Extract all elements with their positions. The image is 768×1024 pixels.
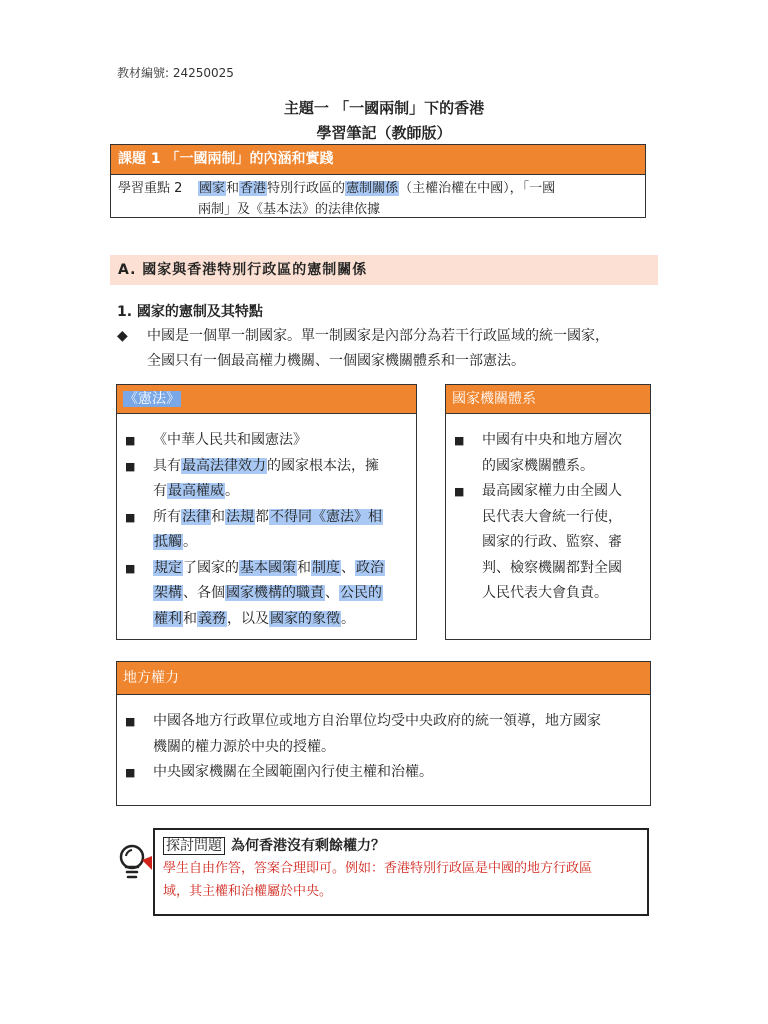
answer-line1: 學生自由作答，答案合理即可。例如：香港特別行政區是中國的地方行政區 <box>163 861 593 876</box>
intro-line1: 中國是一個單一制國家。單一制國家是內部分為若干行政區域的統一國家， <box>147 328 609 344</box>
item-text: 中國各地方行政單位或地方自治單位均受中央政府的統一領導，地方國家 <box>153 713 601 729</box>
focus-highlight: 國家 <box>199 181 226 196</box>
list-item <box>446 428 644 479</box>
intro-line2: 全國只有一個最高權力機關、一個國家機關體系和一部憲法。 <box>147 353 525 369</box>
material-code: 教材編號: 24250025 <box>117 66 234 80</box>
local-power-heading: 地方權力 <box>117 662 650 695</box>
square-bullet-icon: ■ <box>454 485 465 498</box>
list-item <box>117 760 642 786</box>
square-bullet-icon: ■ <box>125 459 136 473</box>
topic-heading: 課題 1 「一國兩制」的內涵和實踐 <box>111 145 645 175</box>
item-text: 、各個 <box>183 585 225 601</box>
highlight: 規定 <box>154 559 182 576</box>
item-text: 機關的權力源於中央的授權。 <box>153 738 335 755</box>
highlight: 法律 <box>182 508 210 525</box>
state-organs-heading: 國家機關體系 <box>446 385 650 414</box>
discussion-question-box <box>153 828 649 916</box>
item-text: 最高國家權力由全國人 <box>482 483 622 499</box>
page-subtitle: 學習筆記（教師版） <box>316 124 452 142</box>
item-text: 《中華人民共和國憲法》 <box>153 432 307 448</box>
item-text: 。 <box>183 534 197 550</box>
highlight: 政治 <box>356 559 384 576</box>
item-text: 判、檢察機關都對全國 <box>482 559 622 576</box>
learning-focus <box>111 175 645 223</box>
highlight: 最高權威 <box>168 483 224 499</box>
list-item <box>117 556 408 633</box>
highlight: 不得同《憲法》相 <box>270 508 382 525</box>
answer-line2: 域，其主權和治權屬於中央。 <box>163 884 333 899</box>
focus-text: （主權治權在中國），「一國 <box>399 181 556 196</box>
state-organs-box <box>445 384 651 640</box>
item-text: 國家的行政、監察、審 <box>482 534 622 550</box>
square-bullet-icon: ■ <box>125 715 136 728</box>
highlight: 義務 <box>198 610 226 627</box>
item-text: 具有 <box>153 457 181 474</box>
item-text: 。 <box>341 610 355 627</box>
item-text: 民代表大會統一行使， <box>482 508 622 525</box>
question-label: 探討問題 <box>163 837 225 855</box>
focus-text: 和 <box>226 181 240 196</box>
focus-highlight: 香港 <box>240 181 267 196</box>
list-item <box>117 454 408 505</box>
square-bullet-icon: ■ <box>125 510 136 524</box>
item-text: 的國家根本法，擁 <box>267 457 379 474</box>
question-text: 為何香港沒有剩餘權力？ <box>231 838 385 854</box>
item-text: 有 <box>153 483 167 499</box>
list-item <box>117 709 642 760</box>
focus-text-line2: 兩制」及《基本法》的法律依據 <box>198 202 381 217</box>
highlight: 公民的 <box>340 585 382 601</box>
item-text: 人民代表大會負責。 <box>482 585 608 601</box>
constitution-heading <box>117 385 416 414</box>
list-item <box>117 428 408 454</box>
item-text: 都 <box>255 508 269 525</box>
highlight: 最高法律效力 <box>182 457 266 474</box>
diamond-bullet-icon: ◆ <box>117 328 128 344</box>
square-bullet-icon: ■ <box>125 766 136 779</box>
list-item <box>446 479 644 607</box>
item-text: 和 <box>211 508 225 525</box>
item-text: 和 <box>183 610 197 627</box>
highlight: 法規 <box>226 508 254 525</box>
page-title: 主題一 「一國兩制」下的香港 <box>283 99 485 117</box>
item-text: 了國家的 <box>183 559 239 576</box>
topic-table <box>110 144 646 218</box>
highlight: 國家的象徵 <box>270 610 340 627</box>
highlight: 權利 <box>154 610 182 627</box>
item-text: 的國家機關體系。 <box>482 457 594 474</box>
item-text: 中央國家機關在全國範圍內行使主權和治權。 <box>153 764 433 780</box>
highlight: 國家機構的職責 <box>226 585 324 601</box>
constitution-box <box>116 384 417 640</box>
highlight: 制度 <box>312 559 340 576</box>
highlight: 基本國策 <box>240 559 296 576</box>
subheading-1: 1. 國家的憲制及其特點 <box>117 304 263 320</box>
section-a-heading: A. 國家與香港特別行政區的憲制關係 <box>110 255 658 285</box>
lightbulb-icon <box>116 840 156 884</box>
highlight: 抵觸 <box>154 534 182 550</box>
highlight: 架構 <box>154 585 182 601</box>
item-text: 、 <box>325 585 339 601</box>
local-power-box <box>116 661 651 806</box>
focus-highlight: 憲制關係 <box>346 181 399 196</box>
intro-paragraph <box>117 324 657 374</box>
square-bullet-icon: ■ <box>125 561 136 575</box>
constitution-heading-text: 《憲法》 <box>124 391 180 407</box>
item-text: 和 <box>297 559 311 576</box>
item-text: 中國有中央和地方層次 <box>482 432 622 448</box>
item-text: ，以及 <box>227 610 269 627</box>
square-bullet-icon: ■ <box>125 434 136 447</box>
list-item <box>117 505 408 556</box>
item-text: 所有 <box>153 508 181 525</box>
focus-text: 特別行政區的 <box>267 181 346 196</box>
focus-label: 學習重點 2 <box>118 181 183 196</box>
item-text: 。 <box>225 483 239 499</box>
square-bullet-icon: ■ <box>454 434 465 447</box>
item-text: 、 <box>341 559 355 576</box>
